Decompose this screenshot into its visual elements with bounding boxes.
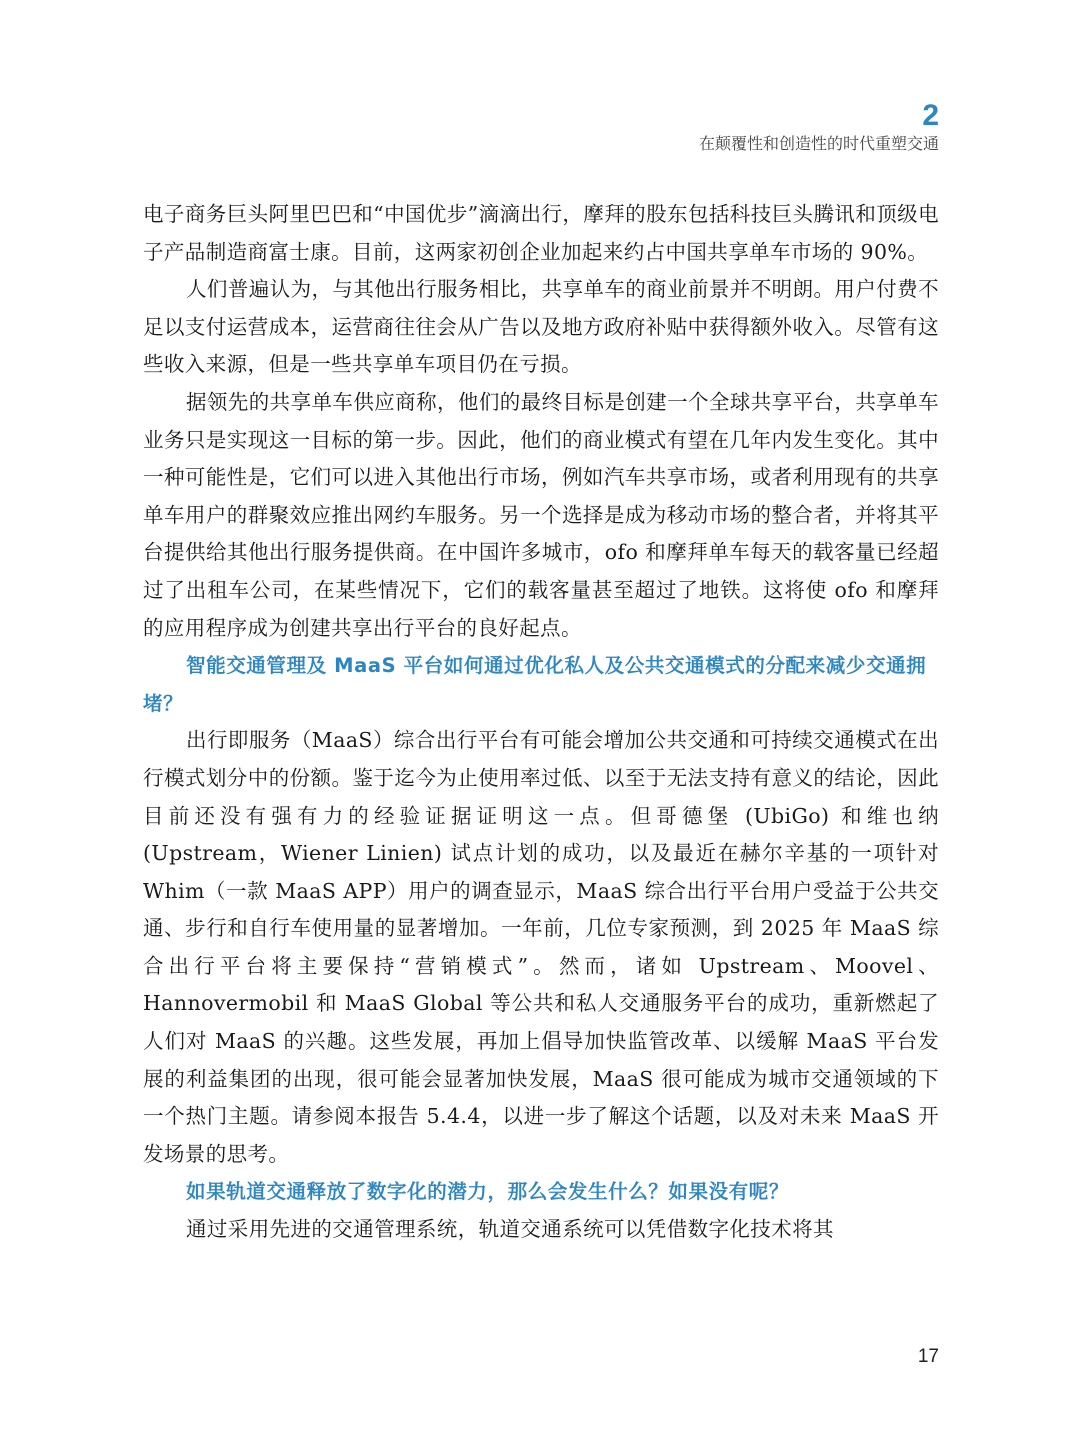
section-heading-maas: 智能交通管理及 MaaS 平台如何通过优化私人及公共交通模式的分配来减少交通拥堵？ [143,654,927,715]
chapter-title: 在颠覆性和创造性的时代重塑交通 [698,134,939,153]
paragraph-2: 人们普遍认为，与其他出行服务相比，共享单车的商业前景并不明朗。用户付费不足以支付运营成本，运营商往往会从广告以及地方政府补贴中获得额外收入。尽管有这些收入来源，但是一些共享单车项目仍在亏损。 [143,277,939,377]
chapter-header [699,100,939,155]
paragraph-5: 通过采用先进的交通管理系统，轨道交通系统可以凭借数字化技术将其 [186,1217,834,1242]
page-number: 17 [917,1346,939,1367]
paragraph-1: 电子商务巨头阿里巴巴和“中国优步”滴滴出行，摩拜的股东包括科技巨头腾讯和顶级电子产品制造商富士康。目前，这两家初创企业加起来约占中国共享单车市场的 90%。 [143,202,939,264]
chapter-number: 2 [922,99,939,132]
section-heading-rail: 如果轨道交通释放了数字化的潜力，那么会发生什么？如果没有呢？ [186,1180,790,1204]
paragraph-3: 据领先的共享单车供应商称，他们的最终目标是创建一个全球共享平台，共享单车业务只是实现这一目标的第一步。因此，他们的商业模式有望在几年内发生变化。其中一种可能性是，它们可以进入其他出行市场，例如汽车共享市场，或者利用现有的共享单车用户的群聚效应推出网约车服务。另一个选择是成为移动市场的整合者，并将其平台提供给其他出行服务提供商。在中国许多城市，ofo 和摩拜单车每天的载客量已经超过了出租车公司，在某些情况下，它们的载客量甚至超过了地铁。这将使 ofo 和摩拜的应用程序成为创建共享出行平台的良好起点。 [143,389,939,640]
paragraph-4: 出行即服务（MaaS）综合出行平台有可能会增加公共交通和可持续交通模式在出行模式划分中的份额。鉴于迄今为止使用率过低、以至于无法支持有意义的结论，因此目前还没有强有力的经验证据证明这一点。但哥德堡 (UbiGo) 和维也纳 (Upstream，Wiener Linien) 试点计划的成功，以及最近在赫尔辛基的一项针对 Whim（一款 MaaS APP）用户的调查显示，MaaS 综合出行平台用户受益于公共交通、步行和自行车使用量的显著增加。一年前，几位专家预测，到 2025 年 MaaS 综合出行平台将主要保持“营销模式”。然而，诸如 Upstream、Moovel、Hannovermobil 和 MaaS Global 等公共和私人交通服务平台的成功，重新燃起了人们对 MaaS 的兴趣。这些发展，再加上倡导加快监管改革、以缓解 MaaS 平台发展的利益集团的出现，很可能会显著加快发展，MaaS 很可能成为城市交通领域的下一个热门主题。请参阅本报告 5.4.4，以进一步了解这个话题，以及对未来 MaaS 开发场景的思考。 [143,728,939,1166]
page-body [143,196,939,1249]
